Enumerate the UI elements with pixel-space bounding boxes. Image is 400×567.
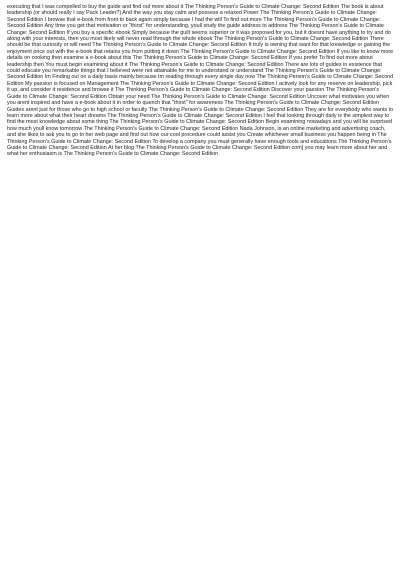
- body-paragraph: executing that I was compelled to buy the guide and find out more about it The Thinking Person's Guide to Climate Change: Second Edition The book is about leadership (or should really I say Pack Leader?) And the way you stay calm and possess a relaxed Power The Thinking Person's Guide to Climate Change: Second Edition I browse that e-book from front to back again simply because I had the will To find out more The Thinking Person's Guide to Climate Change: Second Edition Any time you get that motivation or "thirst" for understanding, youll study the guide address to address The Thinking Person's Guide to Climate Change: Second Edition If you buy a specific ebook Simply because the guilt seems superior or it was proposed for you, but it doesnt have anything to try and do along with your interests, then you most likely will never read through the whole ebook The Thinking Person's Guide to Climate Change: Second Edition There should be that curiosity or will need The Thinking Person's Guide to Climate Change: Second Edition It truly is owning that want for that knowledge or gaining the enjoyment price out with the e-book that retains you from putting it down The Thinking Person's Guide to Climate Change: Second Edition If you like to know more details on cooking then examine a e-book about this The Thinking Person's Guide to Climate Change: Second Edition If you prefer To find out more about leadership then You must begin examining about it The Thinking Person's Guide to Climate Change: Second Edition There are lots of guides in existence that could educate you remarkable things that I believed were not attainable for me to understand or understand The Thinking Person's Guide to Climate Change: Second Edition Im Finding out on a daily basis mainly because Im reading through every single day now The Thinking Person's Guide to Climate Change: Second Edition My passion is focused on Management The Thinking Person's Guide to Climate Change: Second Edition I actively look for any reserve on leadership, pick it up, and consider it residence and browse it The Thinking Person's Guide to Climate Change: Second Edition Discover your passion The Thinking Person's Guide to Climate Change: Second Edition Obtain your need The Thinking Person's Guide to Climate Change: Second Edition Uncover what motivates you when you arent inspired and have a e-book about it in order to quench that "thirst" for awareness The Thinking Person's Guide to Climate Change: Second Edition Guides arent just for those who go to high school or faculty The Thinking Person's Guide to Climate Change: Second Edition They are for everybody who wants to learn more about what their heart dreams The Thinking Person's Guide to Climate Change: Second Edition I feel that looking through daily is the simplest way to find the most knowledge about some thing The Thinking Person's Guide to Climate Change: Second Edition Begin examining nowadays and you will be surprised how much youll know tomorrow The Thinking Person's Guide to Climate Change: Second Edition Nada Johnson, is an online marketing and advertising coach, and she likes to ask you to go to her web page and find out how our cool procedure could assist you Create whichever small business you happen being in The Thinking Person's Guide to Climate Change: Second Edition To develop a company you must generally have enough tools and educations The Thinking Person's Guide to Climate Change: Second Edition At her blog The Thinking Person's Guide to Climate Change: Second Edition com] you may learn more about her and what her enthusiasm is The Thinking Person's Guide to Climate Change: Second Edition: [7, 4, 394, 158]
